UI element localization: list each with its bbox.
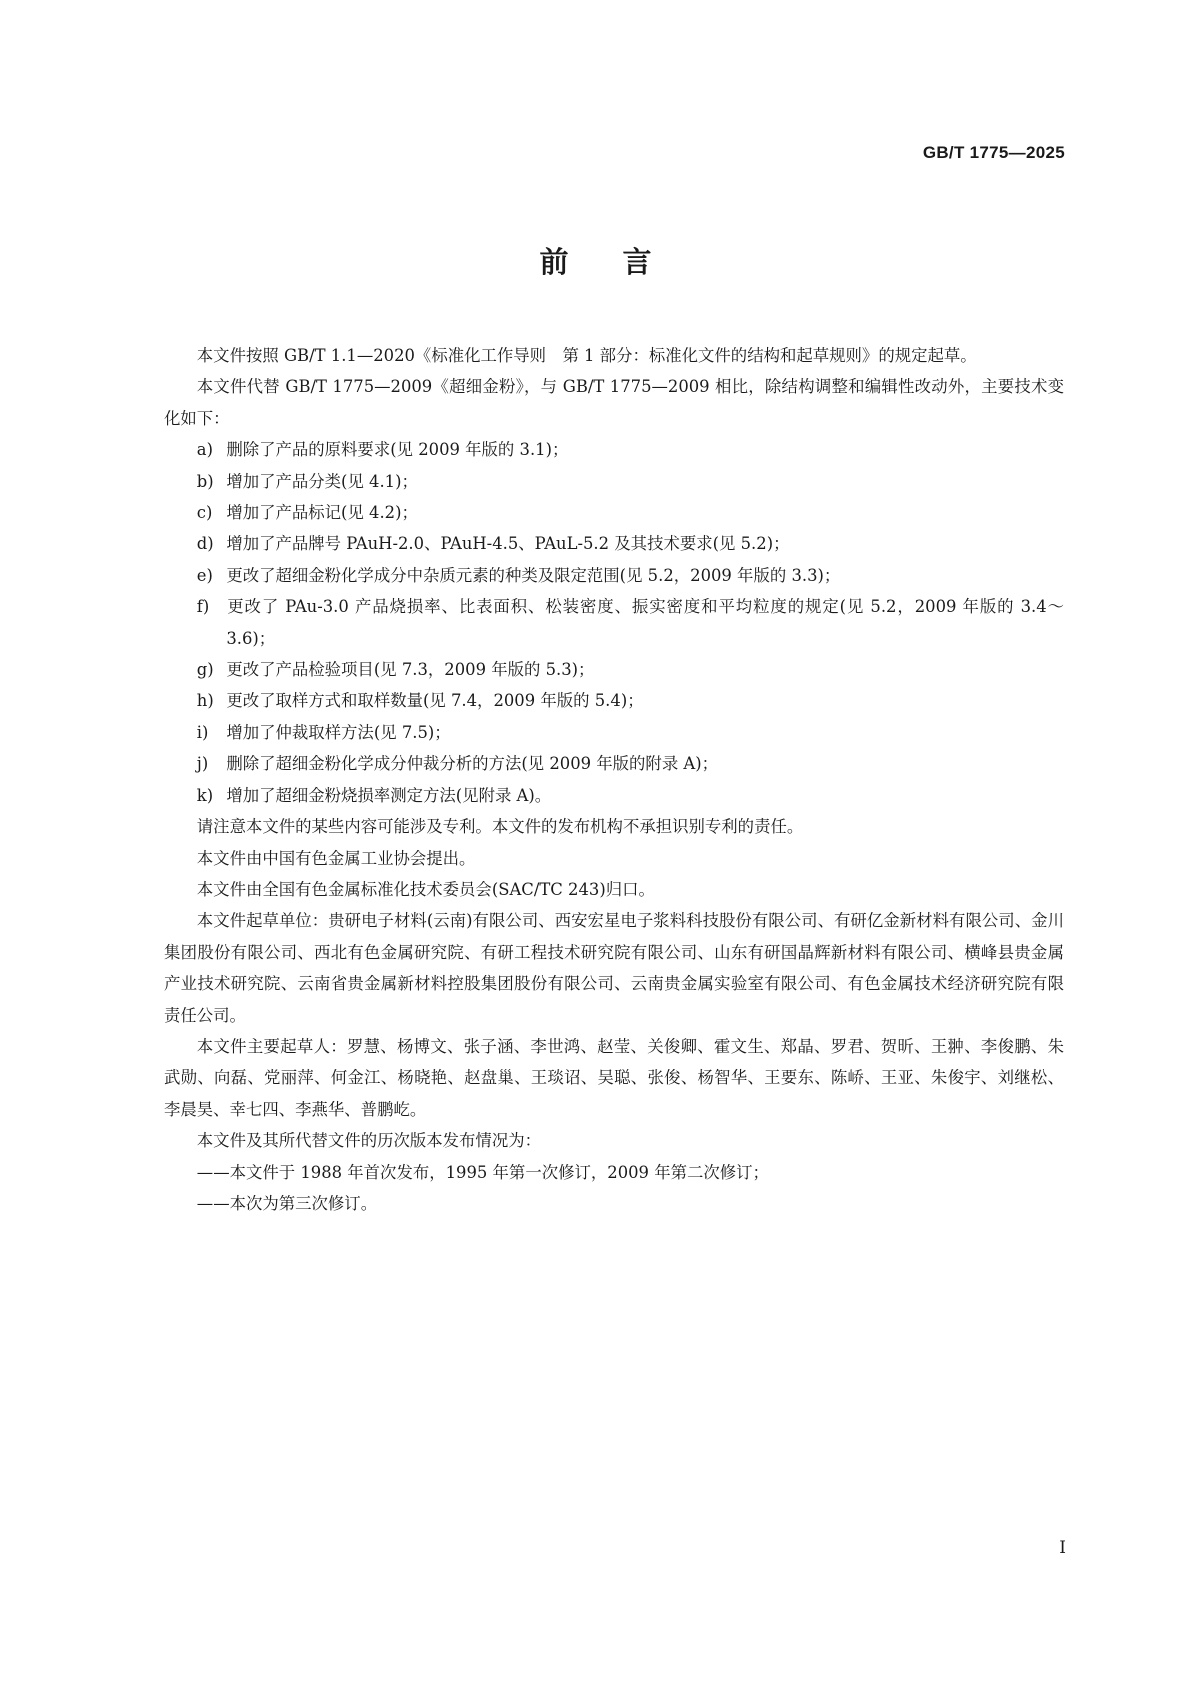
list-text: 增加了仲裁取样方法(见 7.5)； xyxy=(226,722,451,742)
list-marker: e) xyxy=(196,565,213,585)
list-marker: a) xyxy=(196,440,213,460)
standard-number: GB/T 1775—2025 xyxy=(922,143,1065,162)
list-item xyxy=(164,591,1064,654)
list-text: 增加了产品牌号 PAuH-2.0、PAuH-4.5、PAuL-5.2 及其技术要求(见 5.2)； xyxy=(226,534,790,554)
list-text: 更改了 PAu-3.0 产品烧损率、比表面积、松装密度、振实密度和平均粒度的规定(见 5.2，2009 年版的 3.4～3.6)； xyxy=(226,597,1064,648)
list-item xyxy=(164,685,1064,716)
list-text: 增加了产品分类(见 4.1)； xyxy=(226,471,418,491)
foreword-body xyxy=(164,340,1064,1219)
paragraph: 请注意本文件的某些内容可能涉及专利。本文件的发布机构不承担识别专利的责任。 xyxy=(196,817,804,837)
list-marker: g) xyxy=(196,660,214,680)
list-marker: h) xyxy=(196,691,214,711)
list-text: 更改了产品检验项目(见 7.3，2009 年版的 5.3)； xyxy=(226,660,595,680)
changes-list xyxy=(164,434,1064,811)
list-text: 删除了产品的原料要求(见 2009 年版的 3.1)； xyxy=(226,440,569,460)
paragraph: 本文件起草单位：贵研电子材料(云南)有限公司、西安宏星电子浆料科技股份有限公司、有研亿金新材料有限公司、金川集团股份有限公司、西北有色金属研究院、有研工程技术研究院有限公司、山东有研国晶辉新材料有限公司、横峰县贵金属产业技术研究院、云南省贵金属新材料控股集团股份有限公司、云南贵金属实验室有限公司、有色金属技术经济研究院有限责任公司。 xyxy=(164,911,1064,1025)
page-title: 前言 xyxy=(539,245,706,279)
list-item xyxy=(164,654,1064,685)
paragraph: 本文件由全国有色金属标准化技术委员会(SAC/TC 243)归口。 xyxy=(196,879,655,899)
list-item xyxy=(164,717,1064,748)
list-text: 增加了超细金粉烧损率测定方法(见附录 A)。 xyxy=(226,785,552,805)
paragraph: 本文件主要起草人：罗慧、杨博文、张子涵、李世鸿、赵莹、关俊卿、霍文生、郑晶、罗君、贺昕、王翀、李俊鹏、朱武勋、向磊、党丽萍、何金江、杨晓艳、赵盘巢、王琰诏、吴聪、张俊、杨智华、王要东、陈峤、王亚、朱俊宇、刘继松、李晨昊、幸七四、李燕华、普鹏屹。 xyxy=(164,1036,1064,1119)
list-text: 更改了超细金粉化学成分中杂质元素的种类及限定范围(见 5.2，2009 年版的 3.3)； xyxy=(226,565,841,585)
paragraph: 本文件按照 GB/T 1.1—2020《标准化工作导则 第 1 部分：标准化文件的结构和起草规则》的规定起草。 xyxy=(196,346,977,365)
history-item: ——本文件于 1988 年首次发布，1995 年第一次修订，2009 年第二次修订； xyxy=(196,1162,769,1182)
page-number: I xyxy=(1059,1538,1066,1558)
list-item xyxy=(164,466,1064,497)
list-marker: d) xyxy=(196,534,214,554)
paragraph: 本文件及其所代替文件的历次版本发布情况为： xyxy=(196,1131,541,1151)
list-item xyxy=(164,497,1064,528)
list-marker: i) xyxy=(196,722,209,742)
history-list xyxy=(164,1157,1064,1220)
list-text: 增加了产品标记(见 4.2)； xyxy=(226,503,418,523)
history-item: ——本次为第三次修订。 xyxy=(196,1193,378,1213)
list-item xyxy=(164,560,1064,591)
list-item xyxy=(164,780,1064,811)
list-text: 更改了取样方式和取样数量(见 7.4，2009 年版的 5.4)； xyxy=(226,691,644,711)
list-marker: j) xyxy=(196,754,209,774)
list-item xyxy=(164,434,1064,465)
paragraph: 本文件由中国有色金属工业协会提出。 xyxy=(196,848,476,868)
list-marker: c) xyxy=(196,503,213,523)
list-marker: b) xyxy=(196,471,214,491)
list-item xyxy=(164,748,1064,779)
list-text: 删除了超细金粉化学成分仲裁分析的方法(见 2009 年版的附录 A)； xyxy=(226,754,719,774)
paragraph: 本文件代替 GB/T 1775—2009《超细金粉》，与 GB/T 1775—2009 相比，除结构调整和编辑性改动外，主要技术变化如下： xyxy=(164,377,1064,428)
list-marker: k) xyxy=(196,785,214,805)
list-marker: f) xyxy=(196,597,210,617)
list-item xyxy=(164,528,1064,559)
